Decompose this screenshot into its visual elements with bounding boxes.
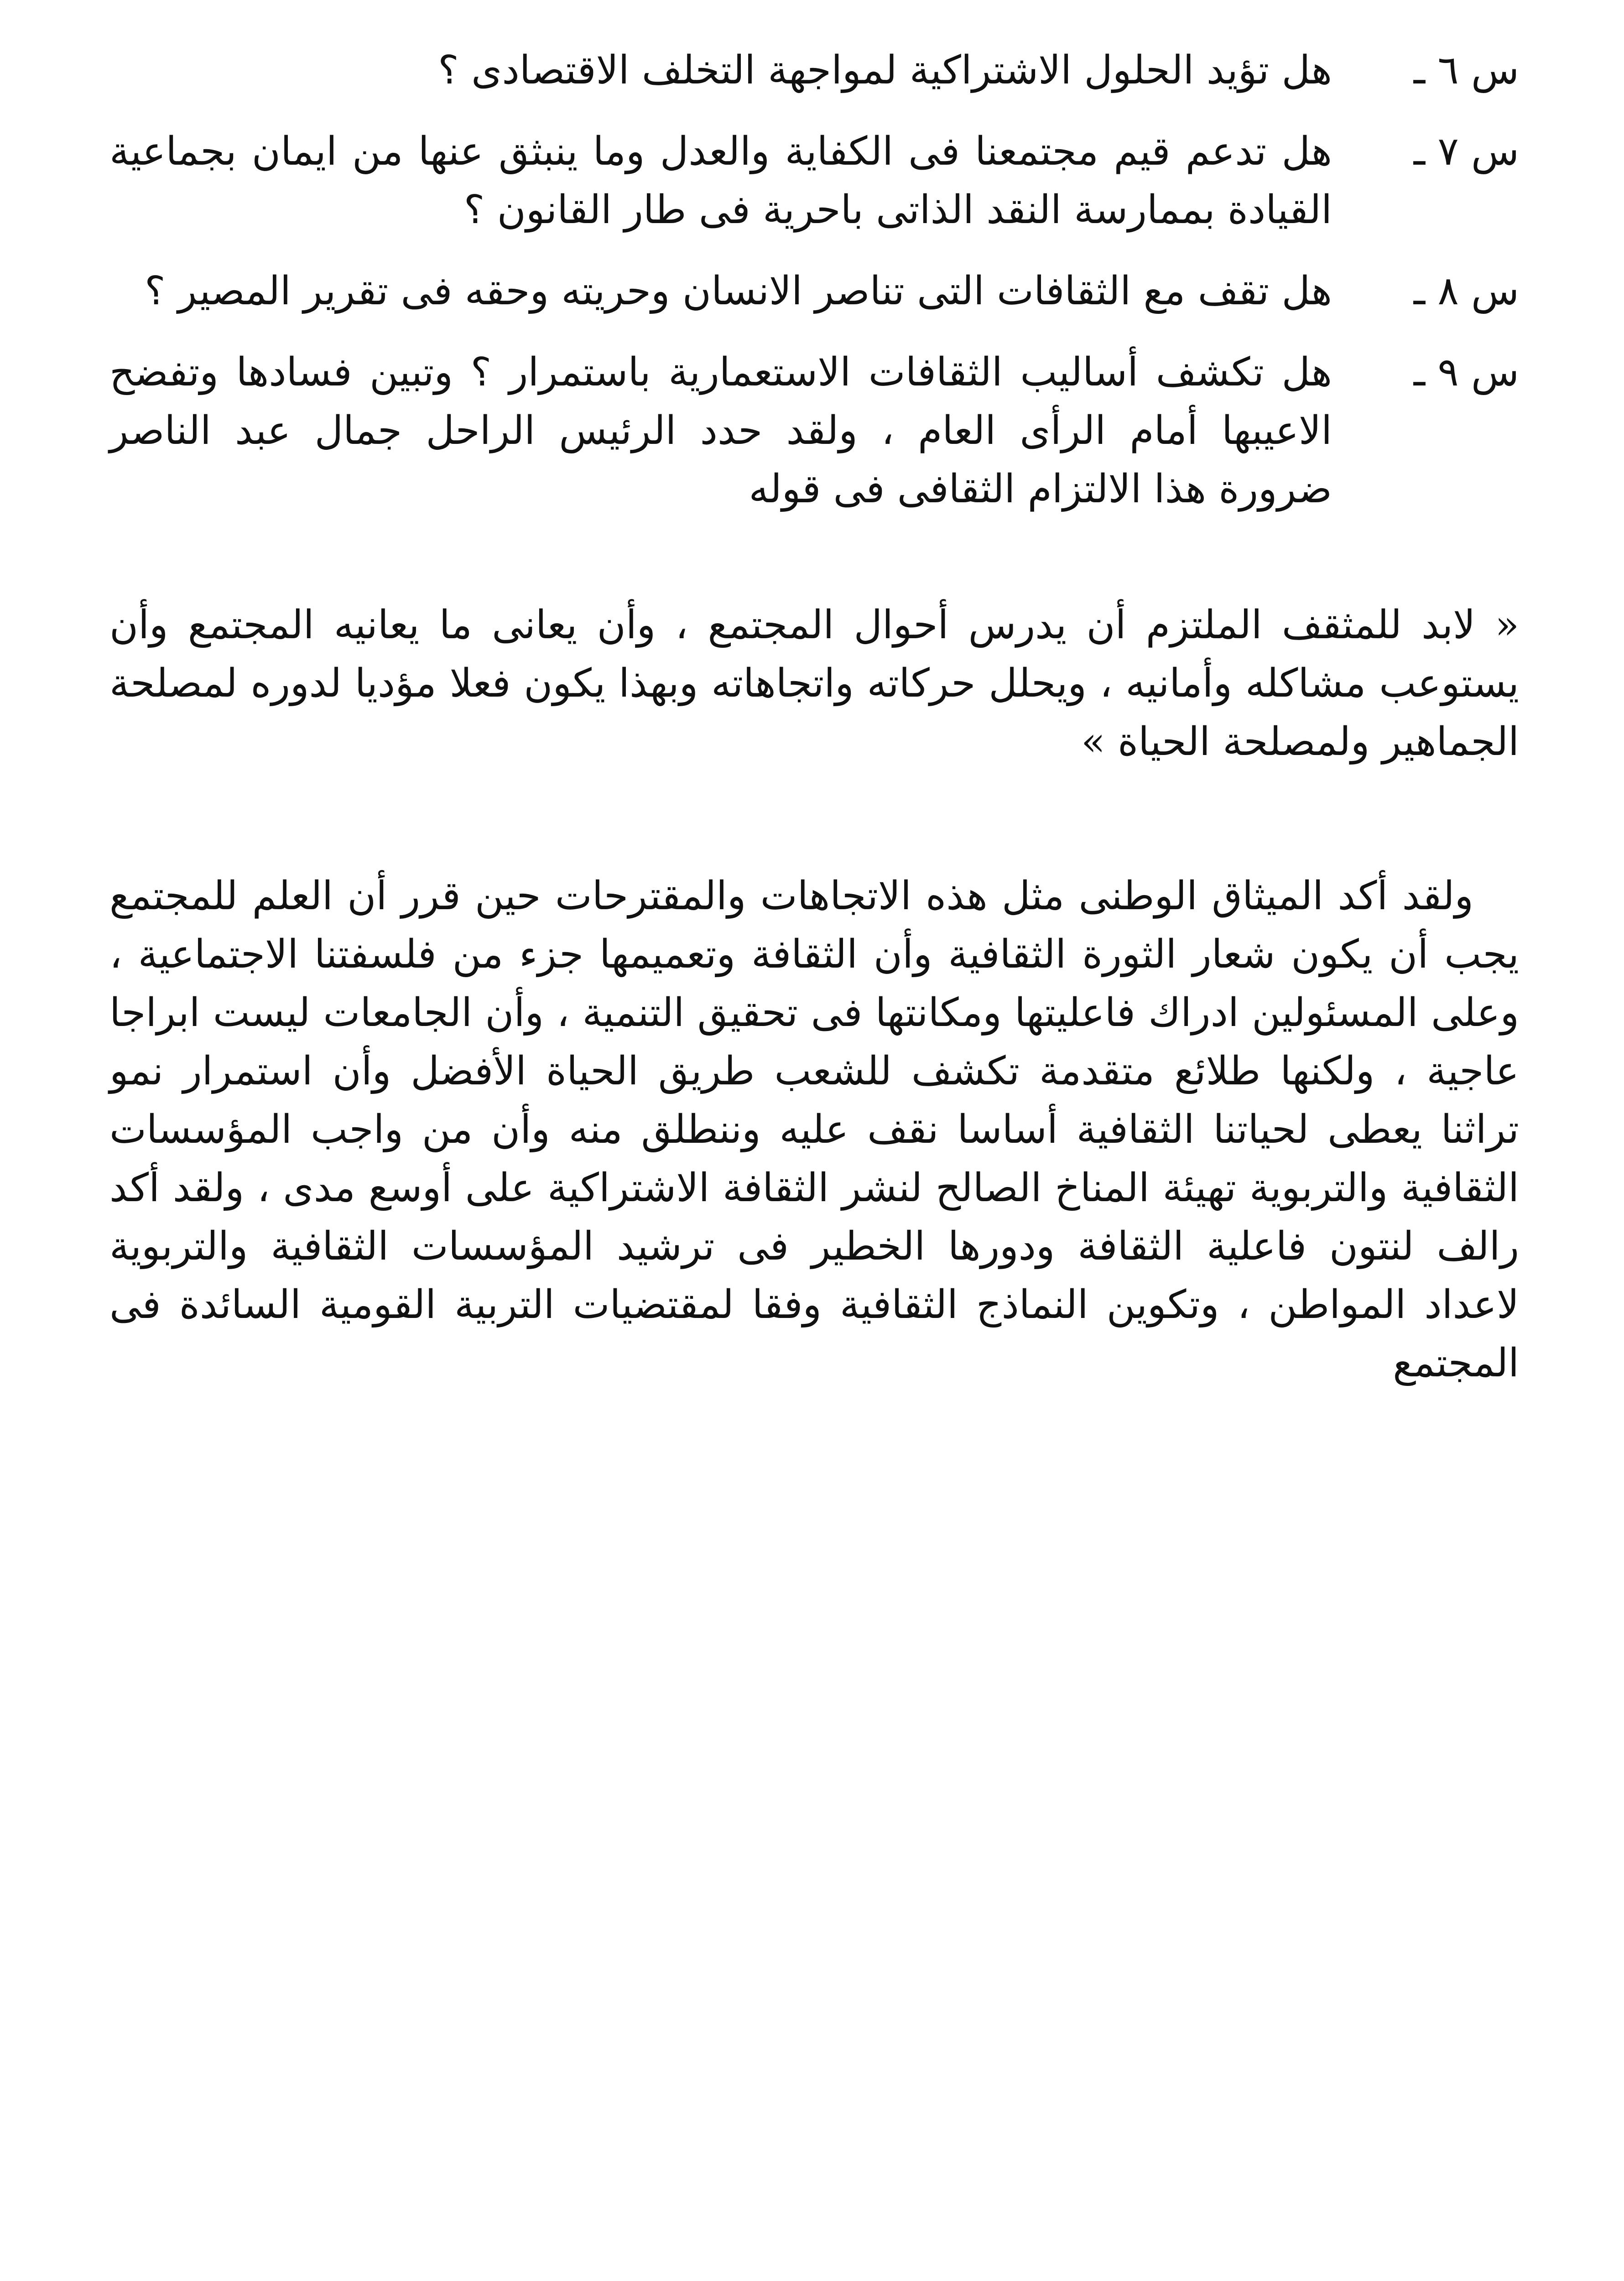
question-text: هل تدعم قيم مجتمعنا فى الكفاية والعدل وما ينبثق عنها من ايمان بجماعية القيادة بممارسة النقد الذاتى باحرية فى طار القانون ؟ [109, 129, 1332, 233]
question-label: س ٩ ـ [1413, 349, 1519, 395]
page-text-area [109, 41, 1519, 1432]
nasser-quote: « لابد للمثقف الملتزم أن يدرس أحوال المجتمع ، وأن يعانى ما يعانيه المجتمع وأن يستوعب مشاكله وأمانيه ، ويحلل حركاته واتجاهاته وبهذا يكون فعلا مؤديا لدوره لمصلحة الجماهير ولمصلحة الحياة » [109, 602, 1519, 765]
question-label: س ٨ ـ [1413, 268, 1519, 314]
question-label: س ٧ ـ [1413, 129, 1519, 174]
question-label: س ٦ ـ [1413, 47, 1519, 93]
question-text: هل تؤيد الحلول الاشتراكية لمواجهة التخلف الاقتصادى ؟ [438, 47, 1332, 93]
question-9 [109, 343, 1519, 518]
question-text: هل تقف مع الثقافات التى تناصر الانسان وحريته وحقه فى تقرير المصير ؟ [144, 268, 1332, 314]
question-6 [109, 41, 1519, 99]
charter-paragraph: ولقد أكد الميثاق الوطنى مثل هذه الاتجاهات والمقترحات حين قرر أن العلم للمجتمع يجب أن يكون شعار الثورة الثقافية وأن الثقافة وتعميمها جزء من فلسفتنا الاجتماعية ، وعلى المسئولين ادراك فاعليتها ومكانتها فى تحقيق التنمية ، وأن الجامعات ليست ابراجا عاجية ، ولكنها طلائع متقدمة تكشف للشعب طريق الحياة الأفضل وأن استمرار نمو تراثنا يعطى لحياتنا الثقافية أساسا نقف عليه وننطلق منه وأن من واجب المؤسسات الثقافية والتربوية تهيئة المناخ الصالح لنشر الثقافة الاشتراكية على أوسع مدى ، ولقد أكد رالف لنتون فاعلية الثقافة ودورها الخطير فى ترشيد المؤسسات الثقافية والتربوية لاعداد المواطن ، وتكوين النماذج الثقافية وفقا لمقتضيات التربية القومية السائدة فى المجتمع [109, 873, 1519, 1386]
question-7 [109, 122, 1519, 239]
question-text: هل تكشف أساليب الثقافات الاستعمارية باستمرار ؟ وتبين فسادها وتفضح الاعيبها أمام الرأى العام ، ولقد حدد الرئيس الراحل جمال عبد الناصر ضرورة هذا الالتزام الثقافى فى قوله [109, 349, 1332, 512]
question-8 [109, 262, 1519, 320]
